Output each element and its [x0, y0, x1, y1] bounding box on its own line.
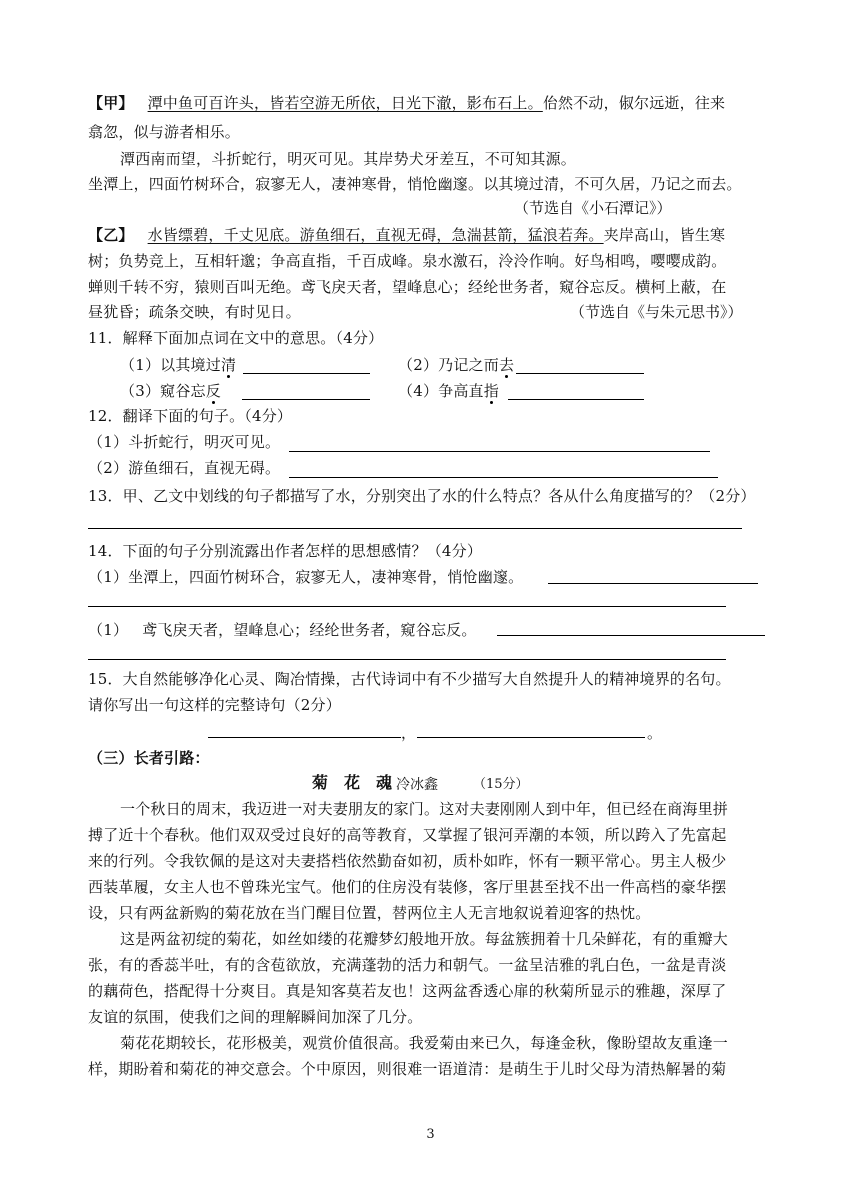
passage-jia-line-2: 翕忽，似与游者相乐。: [88, 123, 241, 141]
q11-item-1: [120, 355, 236, 375]
q11-answer-line-3[interactable]: [242, 399, 370, 400]
q15-comma: ，: [401, 724, 417, 742]
passage-jia-line-4: 坐潭上，四面竹树环合，寂寥无人，凄神寒骨，悄怆幽邃。以其境过清，不可久居，乃记之而去。: [88, 175, 742, 193]
passage-jia-label: 【甲】: [88, 94, 134, 112]
q11-item-2: [398, 355, 514, 375]
essay-line: 来的行列。令我钦佩的是这对夫妻搭档依然勤奋如初，质朴如昨，怀有一颗平常心。男主人极少: [88, 852, 727, 870]
q15-line-1: 15．大自然能够净化心灵、陶冶情操，古代诗词中有不少描写大自然提升人的精神境界的名句。: [88, 670, 731, 688]
q12-answer-line-2[interactable]: [289, 477, 718, 478]
passage-yi-underlined-sentence: 水皆缥碧，千丈见底。游鱼细石，直视无碍，急湍甚箭，猛浪若奔。: [147, 226, 604, 244]
q14-answer-line-1a[interactable]: [548, 583, 758, 584]
essay-line: 张，有的香蕊半吐，有的含苞欲放，充满蓬勃的活力和朝气。一盆呈洁雅的乳白色，一盆是青淡: [88, 956, 727, 974]
q13-answer-line[interactable]: [88, 528, 742, 529]
q13-stem: 13．甲、乙文中划线的句子都描写了水，分别突出了水的什么特点？各从什么角度描写的？（2分）: [88, 487, 756, 505]
q11-answer-line-2[interactable]: [516, 373, 644, 374]
essay-line: 这是两盆初绽的菊花，如丝如缕的花瓣梦幻般地开放。每盆簇拥着十几朵鲜花，有的重瓣大: [120, 930, 729, 948]
q14-stem: 14．下面的句子分别流露出作者怎样的思想感情？（4分）: [88, 542, 483, 560]
passage-yi-line-1-rest: 夹岸高山，皆生寒: [603, 226, 726, 244]
q11-item-3: [120, 381, 221, 401]
essay-line: 西装革履，女主人也不曾珠光宝气。他们的住房没有装修，客厅里甚至找不出一件高档的豪华摆: [88, 878, 727, 896]
passage-jia-line-1: [88, 93, 725, 113]
essay-line: 友谊的氛围，使我们之间的理解瞬间加深了几分。: [88, 1008, 423, 1026]
passage-yi-line-2: 树；负势竞上，互相轩邈；争高直指，千百成峰。泉水激石，泠泠作响。好鸟相鸣，嘤嘤成韵。: [88, 252, 727, 270]
essay-author: 冷冰鑫: [396, 777, 438, 793]
q11-item-3-dotted-word: 反: [205, 382, 221, 400]
q15-answer-line-1[interactable]: [208, 737, 401, 738]
essay-line: 样，期盼着和菊花的神交意会。个中原因，则很难一语道清：是萌生于儿时父母为清热解暑的菊: [88, 1060, 727, 1078]
q15-answer-line-2[interactable]: [417, 737, 645, 738]
essay-score: （15分）: [473, 777, 529, 792]
q11-item-2-dotted-word: 去: [498, 356, 515, 374]
q14-answer-line-2a[interactable]: [497, 635, 765, 636]
q14-sentence-2-text: 鸢飞戾天者，望峰息心；经纶世务者，窥谷忘反。: [142, 621, 477, 639]
q12-answer-line-1[interactable]: [289, 451, 710, 452]
passage-jia-line-1-rest: 佁然不动，俶尔远逝，往来: [542, 94, 726, 112]
q14-answer-line-1b[interactable]: [88, 606, 726, 607]
q12-stem: 12．翻译下面的句子。（4分）: [88, 407, 293, 425]
q11-item-4-text: （4）争高直: [398, 382, 484, 400]
essay-line: 菊花花期较长，花形极美，观赏价值很高。我爱菊由来已久，每逢金秋，像盼望故友重逢一: [120, 1034, 729, 1052]
q11-item-3-text: （3）窥谷忘: [120, 382, 206, 400]
essay-line: 设，只有两盆新购的菊花放在当门醒目位置，替两位主人无言地叙说着迎客的热忱。: [88, 904, 651, 922]
essay-line: 一个秋日的周末，我迈进一对夫妻朋友的家门。这对夫妻刚刚人到中年，但已经在商海里拼: [120, 800, 729, 818]
q11-answer-line-4[interactable]: [508, 399, 644, 400]
q12-sentence-2: （2）游鱼细石，直视无碍。: [88, 459, 281, 477]
q11-item-1-text: （1）以其境过: [120, 356, 221, 374]
page-number: 3: [426, 1127, 435, 1142]
q14-sentence-1: （1）坐潭上，四面竹树环合，寂寥无人，凄神寒骨，悄怆幽邃。: [88, 568, 524, 586]
q11-answer-line-1[interactable]: [243, 373, 370, 374]
q11-item-2-text: （2）乃记之而: [398, 356, 499, 374]
passage-jia-source: （节选自《小石潭记》）: [514, 199, 672, 217]
q14-answer-line-2b[interactable]: [88, 659, 726, 660]
essay-title: 菊 花 魂: [312, 773, 393, 792]
q11-stem: 11．解释下面加点词在文中的意思。（4分）: [88, 329, 384, 347]
q11-item-4: [398, 381, 499, 401]
section-3-heading: （三）长者引路：: [88, 749, 210, 767]
passage-jia-underlined-sentence: 潭中鱼可百许头，皆若空游无所依，日光下澈，影布石上。: [147, 94, 543, 112]
q15-period: 。: [647, 724, 663, 742]
q11-item-4-dotted-word: 指: [483, 382, 499, 400]
q14-sentence-2: [88, 620, 477, 640]
q12-sentence-1: （1）斗折蛇行，明灭可见。: [88, 433, 281, 451]
essay-line: 的藕荷色，搭配得十分爽目。真是知客莫若友也！这两盆香透心扉的秋菊所显示的雅趣，深厚了: [88, 982, 727, 1000]
q14-sentence-2-number: （1）: [88, 621, 129, 639]
passage-yi-line-1: [88, 225, 725, 245]
q15-line-2: 请你写出一句这样的完整诗句（2分）: [88, 696, 341, 714]
passage-yi-line-4: 昼犹昏；疏条交映，有时见日。: [88, 303, 301, 321]
passage-yi-label: 【乙】: [88, 226, 134, 244]
passage-yi-line-3: 蝉则千转不穷，猿则百叫无绝。鸢飞戾天者，望峰息心；经纶世务者，窥谷忘反。横柯上蔽，在: [88, 278, 727, 296]
passage-jia-line-3: 潭西南而望，斗折蛇行，明灭可见。其岸势犬牙差互，不可知其源。: [120, 150, 577, 168]
q11-item-1-dotted-word: 清: [220, 356, 237, 374]
passage-yi-source: （节选自《与朱元思书》）: [570, 303, 743, 321]
essay-line: 搏了近十个春秋。他们双双受过良好的高等教育，又掌握了银河弄潮的本领，所以跨入了先富起: [88, 826, 727, 844]
